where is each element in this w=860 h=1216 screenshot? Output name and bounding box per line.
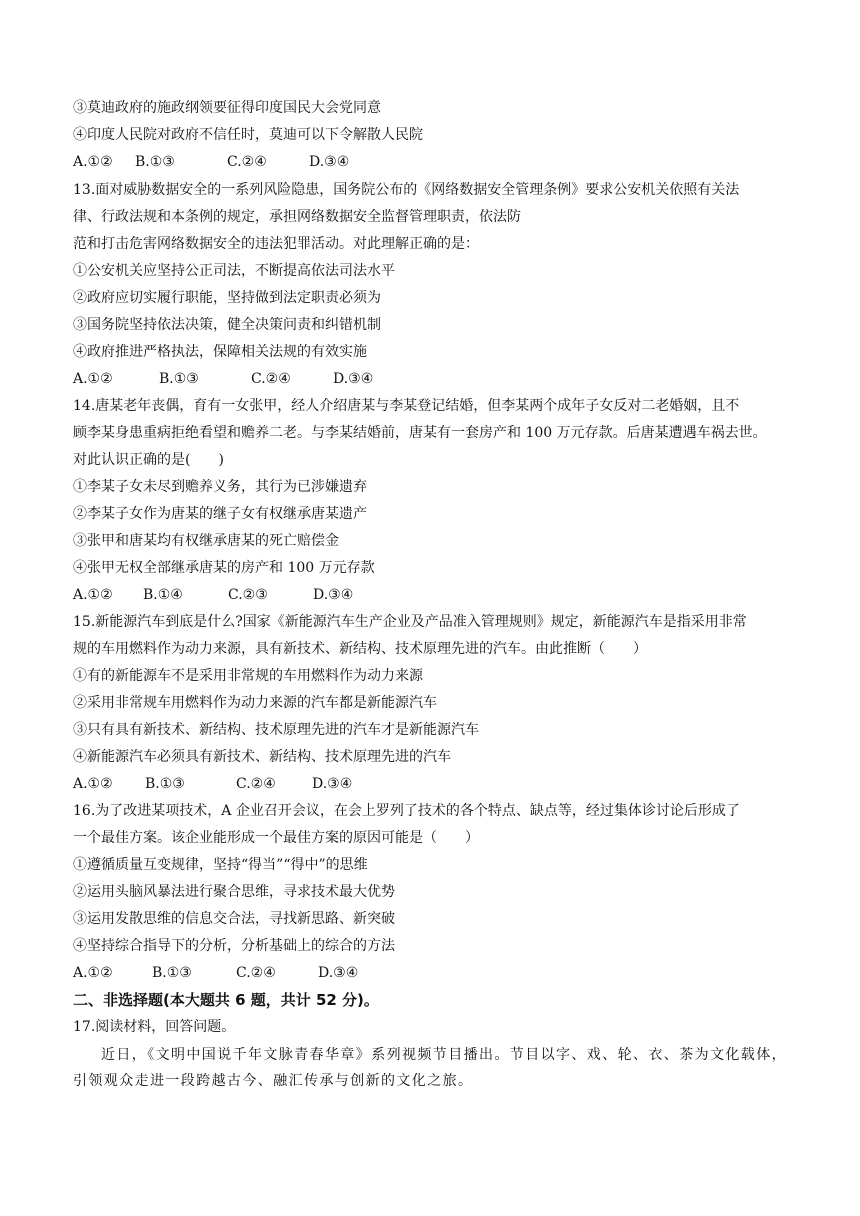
q15-choice-d: D.③④ [312, 776, 353, 792]
q15-option-2: ②采用非常规车用燃料作为动力来源的汽车都是新能源汽车 [73, 695, 437, 711]
q16-stem-line-1: 16.为了改进某项技术，A 企业召开会议，在会上罗列了技术的各个特点、缺点等，经过集体诊讨论后形成了 [73, 803, 740, 819]
q14-choice-b: B.①④ [143, 587, 183, 603]
q15-choice-c: C.②④ [236, 776, 276, 792]
q16-choice-d: D.③④ [318, 965, 359, 981]
q15-option-3: ③只有具有新技术、新结构、技术原理先进的汽车才是新能源汽车 [73, 722, 479, 738]
q14-stem-line-2: 顾李某身患重病拒绝看望和赡养二老。与李某结婚前，唐某有一套房产和 100 万元存款。后唐某遭遇车祸去世。 [73, 425, 767, 441]
q17-material: 近日，《文明中国说千年文脉青春华章》系列视频节目播出。节目以字、戏、轮、衣、茶为文化载体，引领观众走进一段跨越古今、融汇传承与创新的文化之旅。 [73, 1047, 787, 1089]
q16-option-1: ①遵循质量互变规律，坚持“得当”“得中”的思维 [73, 857, 368, 873]
q12-choice-b: B.①③ [135, 154, 175, 170]
q12-option-3: ③莫迪政府的施政纲领要征得印度国民大会党同意 [73, 100, 381, 116]
section-heading: 二、非选择题(本大题共 6 题，共计 52 分)。 [73, 991, 379, 1009]
q13-option-2: ②政府应切实履行职能，坚持做到法定职责必须为 [73, 290, 381, 306]
q14-stem-line-1: 14.唐某老年丧偶，育有一女张甲，经人介绍唐某与李某登记结婚，但李某两个成年子女反对二老婚姻，且不 [73, 398, 740, 414]
q15-stem-line-2: 规的车用燃料作为动力来源，具有新技术、新结构、技术原理先进的汽车。由此推断（ ） [73, 641, 647, 657]
q12-choice-a: A.①② [73, 154, 113, 170]
q17-stem: 17.阅读材料，回答问题。 [73, 1019, 236, 1035]
q13-choice-d: D.③④ [333, 371, 374, 387]
q12-choice-c: C.②④ [227, 154, 267, 170]
q15-option-1: ①有的新能源车不是采用非常规的车用燃料作为动力来源 [73, 668, 423, 684]
q16-option-3: ③运用发散思维的信息交合法，寻找新思路、新突破 [73, 911, 395, 927]
q16-choice-b: B.①③ [152, 965, 192, 981]
q15-choice-b: B.①③ [145, 776, 185, 792]
q16-choices [73, 964, 358, 982]
q13-option-3: ③国务院坚持依法决策，健全决策问责和纠错机制 [73, 317, 381, 333]
q13-stem-line-1: 13.面对威胁数据安全的一系列风险隐患，国务院公布的《网络数据安全管理条例》要求公安机关依照有关法 [73, 182, 740, 198]
q16-choice-c: C.②④ [236, 965, 276, 981]
q14-option-4: ④张甲无权全部继承唐某的房产和 100 万元存款 [73, 560, 375, 576]
q13-choice-b: B.①③ [159, 371, 199, 387]
q16-choice-a: A.①② [73, 965, 113, 981]
q14-option-3: ③张甲和唐某均有权继承唐某的死亡赔偿金 [73, 533, 339, 549]
q13-stem-line-2: 律、行政法规和本条例的规定，承担网络数据安全监督管理职责，依法防 [73, 209, 521, 225]
q12-option-4: ④印度人民院对政府不信任时，莫迪可以下令解散人民院 [73, 127, 423, 143]
q14-option-2: ②李某子女作为唐某的继子女有权继承唐某遗产 [73, 506, 367, 522]
q14-stem-line-3: 对此认识正确的是( ) [73, 452, 224, 468]
q13-stem-line-3: 范和打击危害网络数据安全的违法犯罪活动。对此理解正确的是： [73, 236, 479, 252]
q16-option-2: ②运用头脑风暴法进行聚合思维，寻求技术最大优势 [73, 884, 395, 900]
q14-choice-d: D.③④ [313, 587, 354, 603]
q14-choice-a: A.①② [73, 587, 113, 603]
q16-option-4: ④坚持综合指导下的分析，分析基础上的综合的方法 [73, 938, 395, 954]
q14-choice-c: C.②③ [228, 587, 268, 603]
q15-option-4: ④新能源汽车必须具有新技术、新结构、技术原理先进的汽车 [73, 749, 451, 765]
q12-choice-d: D.③④ [309, 154, 350, 170]
q12-choices [73, 153, 349, 171]
q15-choices [73, 775, 352, 793]
q14-option-1: ①李某子女未尽到赡养义务，其行为已涉嫌遗弃 [73, 479, 367, 495]
q15-stem-line-1: 15.新能源汽车到底是什么?国家《新能源汽车生产企业及产品准入管理规则》规定，新能源汽车是指采用非常 [73, 614, 747, 630]
q15-choice-a: A.①② [73, 776, 113, 792]
q13-option-4: ④政府推进严格执法，保障相关法规的有效实施 [73, 344, 367, 360]
q13-option-1: ①公安机关应坚持公正司法，不断提高依法司法水平 [73, 263, 395, 279]
q14-choices [73, 586, 353, 604]
q13-choice-a: A.①② [73, 371, 113, 387]
q13-choice-c: C.②④ [251, 371, 291, 387]
q13-choices [73, 370, 373, 388]
q16-stem-line-2: 一个最佳方案。该企业能形成一个最佳方案的原因可能是（ ） [73, 830, 479, 846]
